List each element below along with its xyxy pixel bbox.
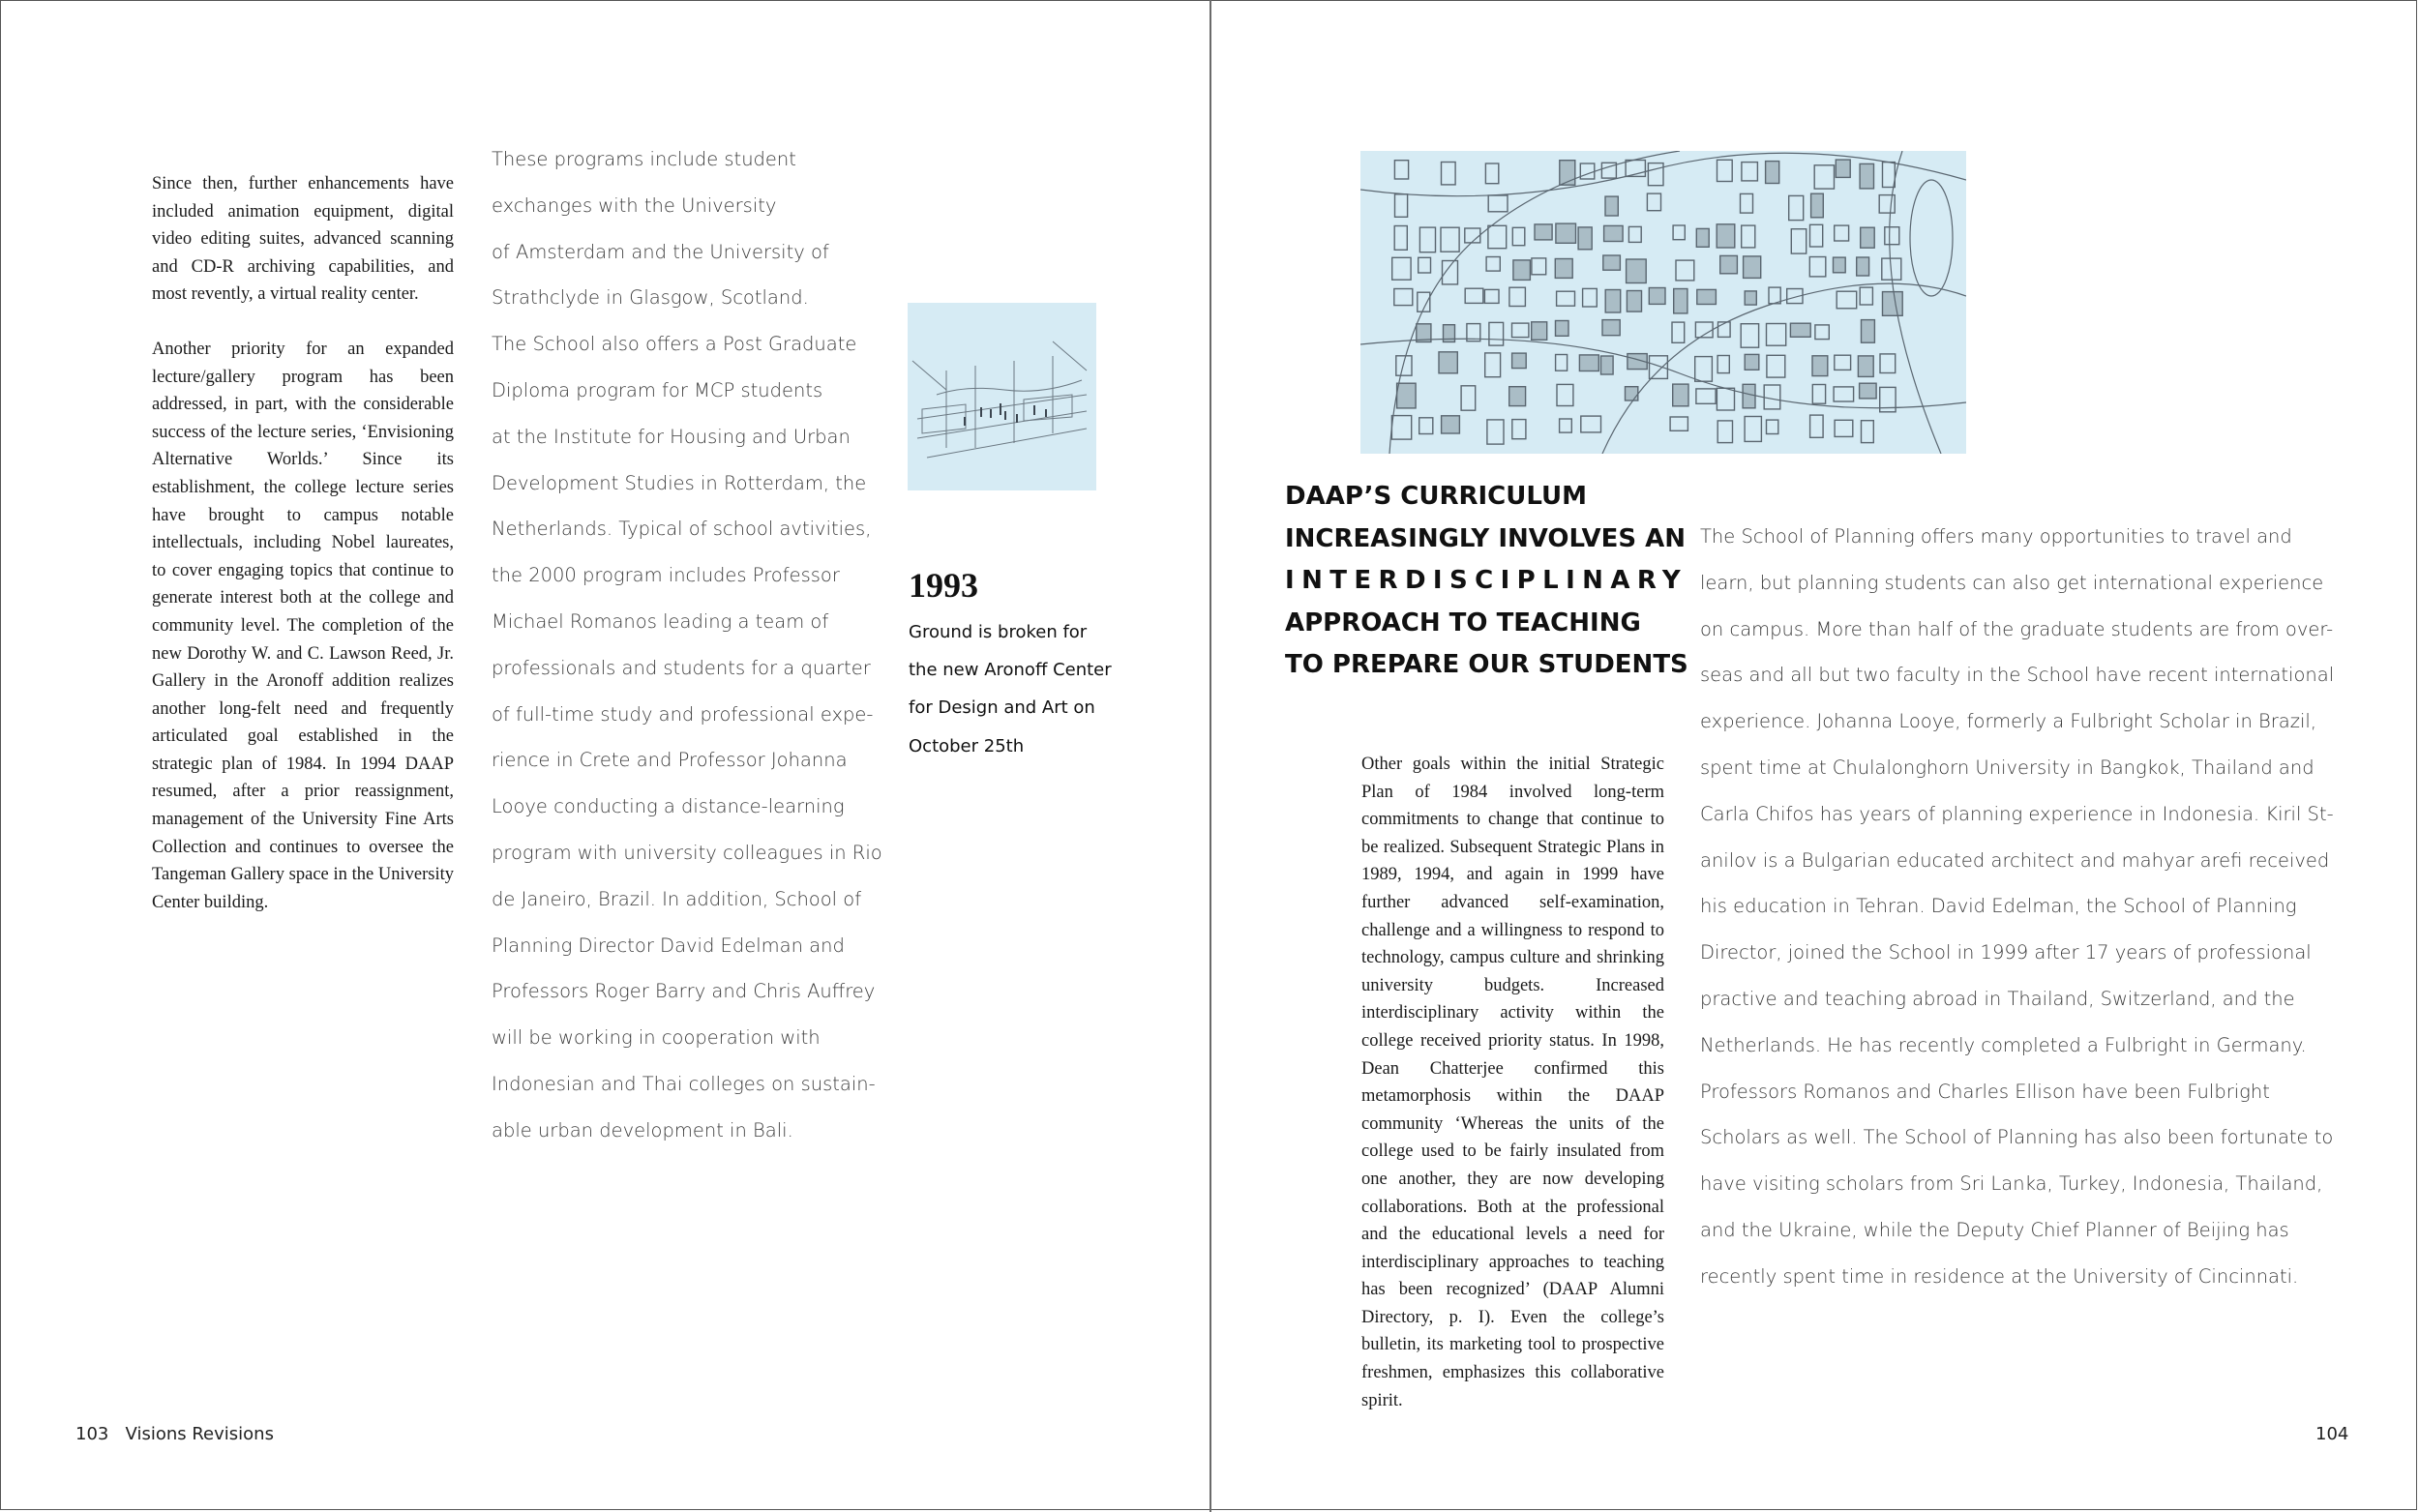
- text-line: the 2000 program includes Professor: [492, 564, 840, 587]
- text-line: Scholars as well. The School of Planning has also been fortunate to: [1700, 1126, 2334, 1149]
- text-line: at the Institute for Housing and Urban: [492, 425, 851, 448]
- headline-line: TO PREPARE OUR STUDENTS: [1285, 650, 1688, 680]
- text-line: October 25th: [909, 735, 1025, 756]
- text-line: Michael Romanos leading a team of: [492, 609, 829, 633]
- text-line: his education in Tehran. David Edelman, the School of Planning: [1700, 895, 2297, 918]
- text-line: Diploma program for MCP students: [492, 378, 823, 401]
- text-line: have visiting scholars from Sri Lanka, Turkey, Indonesia, Thailand,: [1700, 1172, 2323, 1196]
- text-line: professionals and students for a quarter: [492, 656, 871, 679]
- page-gutter: [1210, 0, 1211, 1512]
- left-folio: [75, 1424, 274, 1444]
- text-line: Indonesian and Thai colleges on sustain-: [492, 1072, 876, 1095]
- aronoff-sketch-image: [908, 303, 1096, 490]
- text-line: de Janeiro, Brazil. In addition, School of: [492, 887, 862, 910]
- text-line: rience in Crete and Professor Johanna: [492, 749, 848, 772]
- text-line: recently spent time in residence at the University of Cincinnati.: [1700, 1264, 2299, 1288]
- text-line: Development Studies in Rotterdam, the: [492, 471, 867, 494]
- text-line: Carla Chifos has years of planning experience in Indonesia. Kiril St-: [1700, 802, 2334, 825]
- text-line: anilov is a Bulgarian educated architect and mahyar arefi received: [1700, 848, 2330, 872]
- text-line: spent time at Chulalonghorn University in Bangkok, Thailand and: [1700, 756, 2314, 779]
- left-sans-column: [492, 136, 882, 1154]
- right-sans-column: [1700, 514, 2335, 1300]
- headline-line: INTERDISCIPLINARY: [1285, 566, 1688, 596]
- text-line: will be working in cooperation with: [492, 1026, 821, 1050]
- page-number: 103: [75, 1424, 109, 1444]
- text-line: practive and teaching abroad in Thailand, Switzerland, and the: [1700, 987, 2295, 1010]
- text-line: able urban development in Bali.: [492, 1118, 793, 1141]
- pull-quote-headline: [1285, 476, 1688, 687]
- text-line: The School of Planning offers many opportunities to travel and: [1700, 525, 2292, 548]
- text-line: exchanges with the University: [492, 193, 777, 217]
- text-line: Planning Director David Edelman and: [492, 934, 845, 957]
- text-line: Looye conducting a distance-learning: [492, 795, 845, 818]
- headline-line: APPROACH TO TEACHING: [1285, 608, 1641, 637]
- text-line: for Design and Art on: [909, 697, 1095, 719]
- running-title: Visions Revisions: [125, 1424, 274, 1444]
- text-line: Strathclyde in Glasgow, Scotland.: [492, 286, 809, 310]
- text-line: These programs include student: [492, 148, 796, 170]
- city-plan-image: [1360, 151, 1966, 454]
- text-line: of full-time study and professional expe-: [492, 702, 874, 726]
- paragraph: Other goals within the initial Strategic Plan of 1984 involved long-term commitments to change that continue to be realized. Subsequent Strategic Plans in 1989, 1994, and again in 1999 have further advanced self-examination, challenge and a willingness to respond to technology, campus culture and shrinking university budgets. Increased interdisciplinary activity within the college received priority status. In 1998, Dean Chatterjee confirmed this metamorphosis within the DAAP community ‘Whereas the units of the college used to be fairly insulated from one another, they are now developing collaborations. Both at the professional and the educational levels a need for interdisciplinary approaches to teaching has been recognized’ (DAAP Alumni Directory, p. I). Even the college’s bulletin, its marketing tool to prospective freshmen, emphasizes this collaborative spirit.: [1361, 755, 1664, 1410]
- text-line: The School also offers a Post Graduate: [492, 333, 857, 356]
- text-line: program with university colleagues in Rio: [492, 841, 882, 864]
- sidebar-year: 1993: [909, 566, 978, 605]
- text-line: and the Ukraine, while the Deputy Chief Planner of Beijing has: [1700, 1218, 2289, 1241]
- text-line: the new Aronoff Center: [909, 660, 1112, 681]
- right-serif-column: [1361, 751, 1664, 1414]
- sidebar-caption: [909, 613, 1112, 765]
- text-line: on campus. More than half of the graduate students are from over-: [1700, 617, 2334, 640]
- text-line: Netherlands. He has recently completed a Fulbright in Germany.: [1700, 1033, 2307, 1056]
- right-folio: [2315, 1424, 2348, 1444]
- text-line: learn, but planning students can also get international experience: [1700, 571, 2324, 594]
- text-line: of Amsterdam and the University of: [492, 240, 829, 263]
- text-line: Director, joined the School in 1999 after 17 years of professional: [1700, 941, 2312, 964]
- text-line: experience. Johanna Looye, formerly a Fulbright Scholar in Brazil,: [1700, 710, 2317, 733]
- left-serif-column: [152, 170, 454, 916]
- headline-line: INCREASINGLY INVOLVES AN: [1285, 523, 1687, 553]
- text-line: seas and all but two faculty in the School have recent international: [1700, 664, 2335, 687]
- text-line: Netherlands. Typical of school avtivities,: [492, 518, 872, 541]
- text-line: Professors Roger Barry and Chris Auffrey: [492, 980, 876, 1003]
- paragraph: Since then, further enhancements have included animation equipment, digital video editing suites, advanced scanning and CD-R archiving capabilities, and most revently, a virtual reality center.: [152, 174, 454, 305]
- text-line: Professors Romanos and Charles Ellison have been Fulbright: [1700, 1080, 2270, 1103]
- headline-line: DAAP’S CURRICULUM: [1285, 482, 1587, 511]
- paragraph: Another priority for an expanded lecture/gallery program has been addressed, in part, with the considerable success of the lecture series, ‘Envisioning Alternative Worlds.’ Since its establishment, the college lecture series have brought to campus notable intellectuals, including Nobel laureates, to cover engaging topics that continue to generate interest both at the college and community level. The completion of the new Dorothy W. and C. Lawson Reed, Jr. Gallery in the Aronoff addition realizes another long-felt need and frequently articulated goal established in the strategic plan of 1984. In 1994 DAAP resumed, after a prior reassignment, management of the University Fine Arts Collection and continues to oversee the Tangeman Gallery space in the University Center building.: [152, 339, 454, 912]
- text-line: Ground is broken for: [909, 622, 1088, 642]
- page-number: 104: [2315, 1424, 2349, 1444]
